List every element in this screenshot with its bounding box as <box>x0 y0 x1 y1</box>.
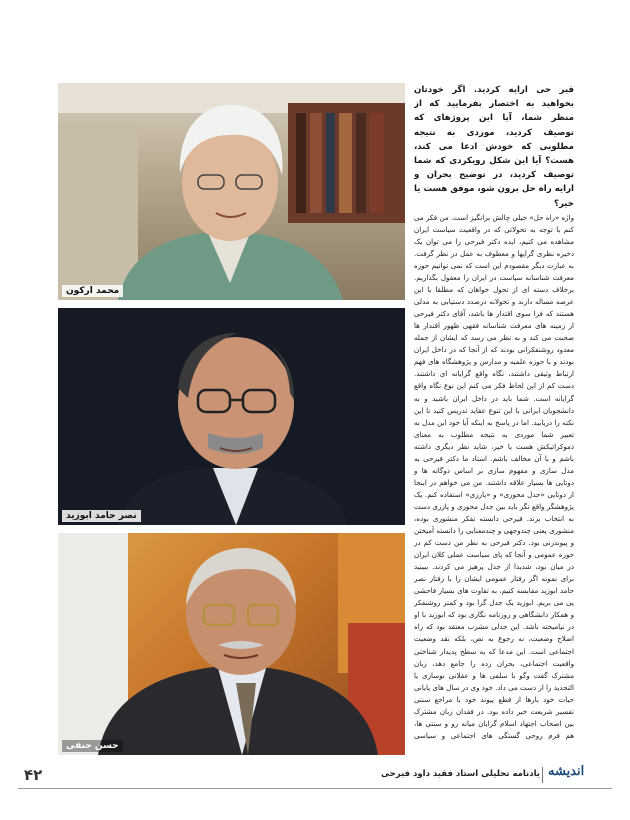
photo-nasr-hamid-abu-zayd <box>58 308 405 525</box>
photo-mohammed-arkoun <box>58 83 405 300</box>
magazine-logo: اندیشه <box>548 764 585 779</box>
portrait-image <box>58 83 405 300</box>
photo-hassan-hanafi <box>58 533 405 755</box>
photo-caption: محمد ارکون <box>62 285 123 297</box>
photo-caption: حسن حنفی <box>62 740 123 752</box>
footer-title: یادنامه تحلیلی استاد فقید داود فیرحی <box>381 769 540 779</box>
interview-answer: واژه «راه حل» خیلی چالش برانگیز است. من فکر می کنم با توجه به تحولاتی که در واقعیت سیاست ایران مشاهده می کنیم، ایده دکتر فیرحی را می توان یک دخیره نظری گرایها و معطوف به عمل در نظر گرفت. به عبارت دیگر مقصودم این است که نمی توانیم حوزه معرفت شناسانه سیاست در ایران را معقول بگذاریم. برخلاف دسته ای از تحول خواهان که مطلقا با این عرصه مساله دارند و تحولانه درصدد دستیابی به مدلی هستند که فرا سوی اقتدار ها باشد، آقای دکتر فیرحی از زمینه های معرفت شناسانه فقهی ظهور اقتدار ها صحبت می کند و به نظر می رسد که ایشان از جمله معدود روشنفکرانی بودند که از آنجا که در داخل ایران بودند و با حوزه علمیه و مدارس و پژوهشگاه های فهم ارتباط وثیقی داشتند، نگاه واقع گرایانه ای داشتند. دست کم از این لحاظ فکر می کنم این نوع نگاه واقع گرایانه است. شما باید در داخل ایران باشید و به دانشجویان ایرانی با این تنوع عقاید تدریس کنید تا این نکته را دریابید. اما در پاسخ به اینکه آیا خود این مدل به تعبیر شما موردی به نتیجه مطلوب به معنای دموکراتیکش هست یا خیر، شاید نظر دیگری داشته باشم و با آن مخالف باشم. استاد ما دکتر فیرحی به مدل سازی و مفهوم سازی بر اساس دوگانه ها و دوتایی ها بسیار علاقه داشتند. من می خواهم در اینجا از دوتایی «جدل محوری» و «پارزی» استفاده کنم. یک پژوهشگر واقع نگر باید بین جدل محوری و پارزی دست به انتخاب بزند. فیرحی دانسته تفکر منشوری بوده، منشوری یعنی چندوجهی و چندمعنایی را دانسته آمیختن و پیوندزنی بود. دکتر فیرحی به نظر من دست کم در حوزه عمومی و آنجا که پای سیاست عملی کلان ایران در میان بود، شدیدا از جدل پرهیز می کردند. ببینید برای نمونه اگر رفتار عمومی ایشان را با رفتار نصر حامد ابوزید مقایسه کنیم، به تفاوت های بسیار فاحشی پی می بریم. ابوزید یک جدل گرا بود و کمتر روشنفکر و همکار دانشگاهی و روزنامه نگاری بود که ابوزید با او در نیامیخته باشد. این جدلی مشرب معتقد بود که راه اصلاح وضعیت، نه رجوع به نص، بلکه نقد وضعیت اجتماعی است. این مدعا که به سطح پدیدار شناختی واقعیت اجتماعی، بحران زده را جامع دهد، زبان مشترک گفت وگو با سلفی ها و عقلانی نوسازی یا التجدید را از دست می داد. خود وی در سال های پایانی حیات خود بارها از قطع پیوند خود با مراجع سنتی تفسیر شریعت خبر داده بود. در فقدان زبان مشترک بین اصحاب اجتهاد اسلام گرایان میانه رو و سنتی ها، هم فرم روحی گستگی های اجتماعی و سیاسی <box>414 212 574 740</box>
page-footer <box>0 758 630 788</box>
portrait-image <box>58 308 405 525</box>
article-column <box>414 83 574 743</box>
page-number: ۴۲ <box>24 766 43 784</box>
footer-divider <box>542 767 543 783</box>
portrait-image <box>58 533 405 755</box>
interview-question: قیر حی ارایه کردید. اگر خودتان بخواهید به اختصار بفرمایید که از منظر شما، آیا این پروژهای که توصیف کردید، موردی به نتیجه مطلوبی که خودش ادعا می کند، هست؟ آیا این شکل رویکردی که شما توصیف کردید، در توضیح بحران و ارایه راه حل برون شو، موفق هست یا خیر؟ <box>414 85 574 209</box>
photo-caption: نصر حامد ابوزید <box>62 510 141 522</box>
footer-rule <box>18 788 612 789</box>
